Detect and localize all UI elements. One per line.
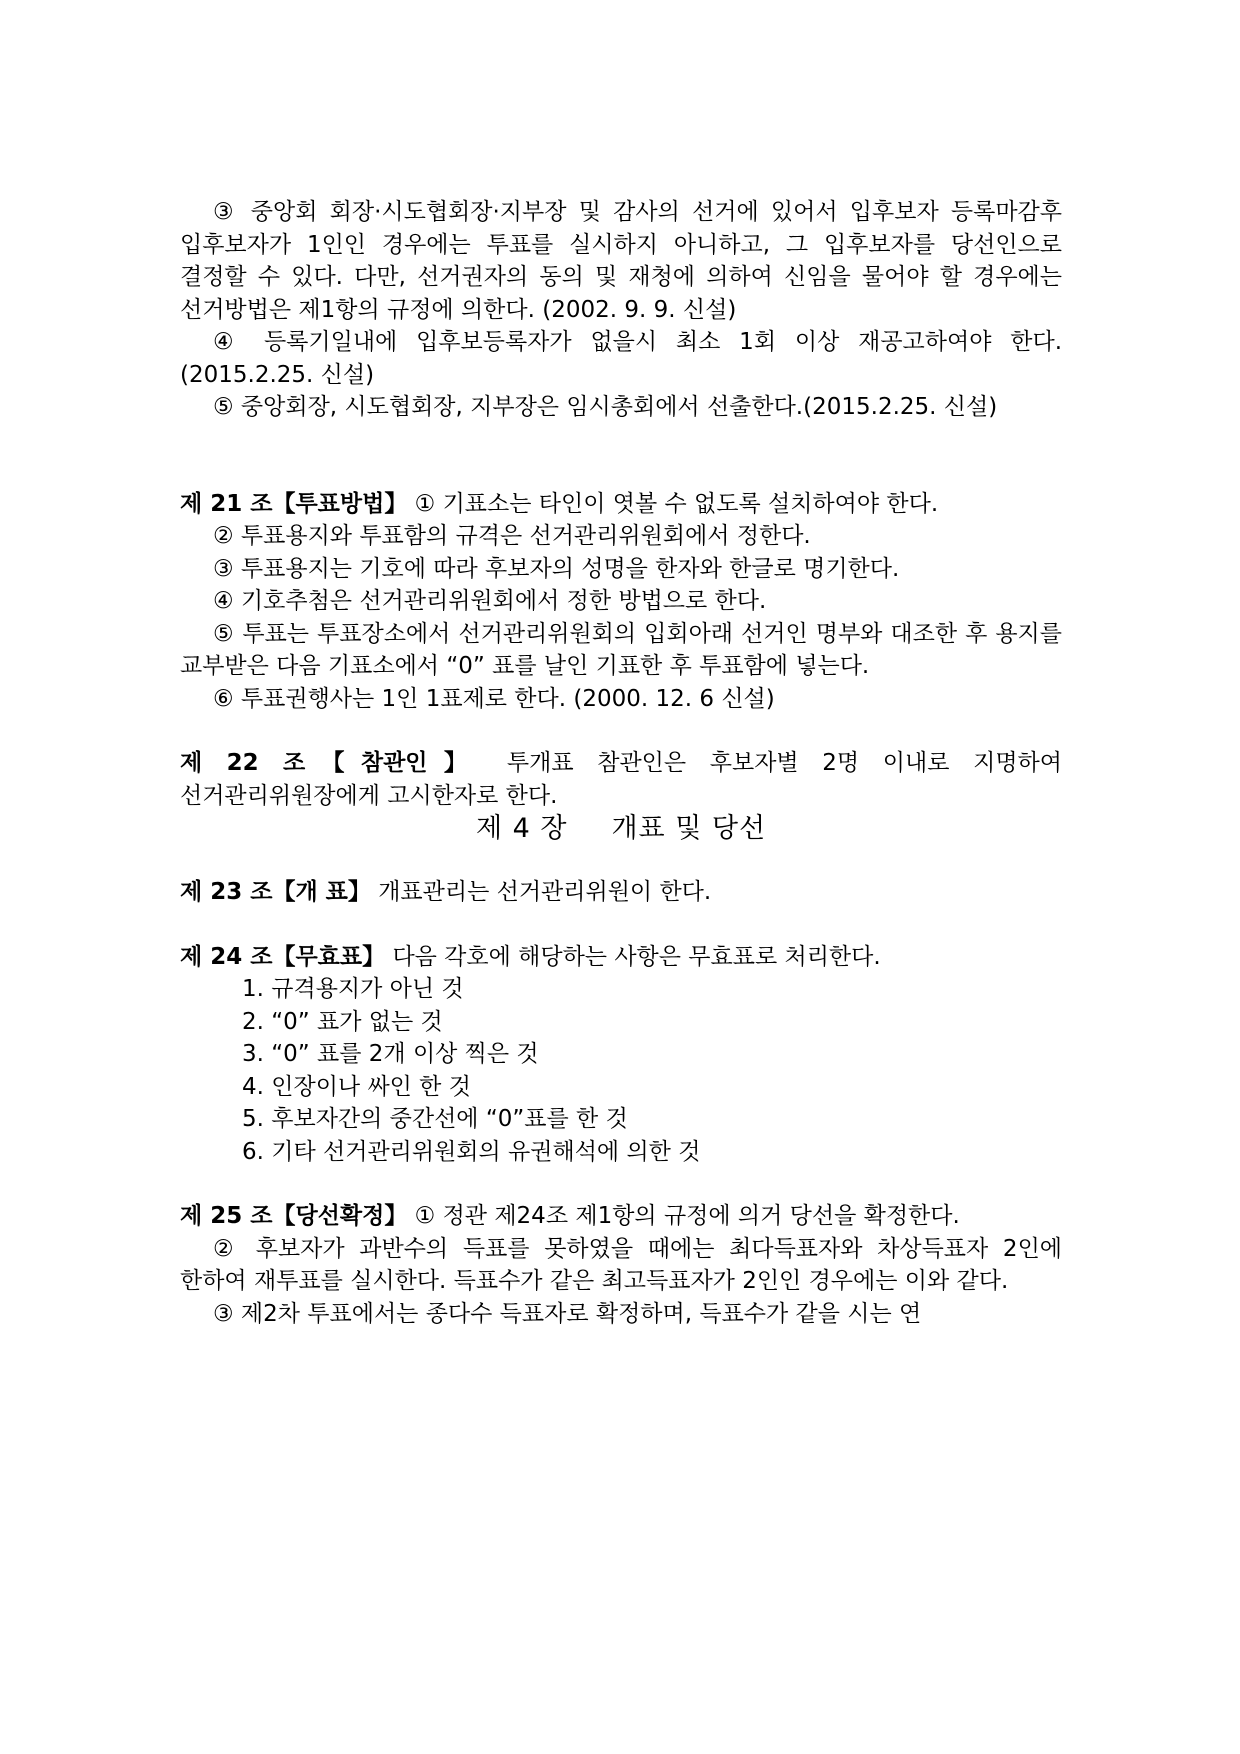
article-22 — [180, 747, 1062, 812]
article-23-body — [180, 876, 1062, 909]
article-22-text: 투개표 참관인은 후보자별 2명 이내로 지명하여 선거관리위원장에게 고시한자로 한다. — [180, 750, 1062, 809]
list-item: 4. 인장이나 싸인 한 것 — [242, 1073, 471, 1100]
article-21-clause-1: ① 기표소는 타인이 엿볼 수 없도록 설치하여야 한다. — [414, 490, 939, 517]
paragraph-clause-3: ③ 중앙회 회장·시도협회장·지부장 및 감사의 선거에 있어서 입후보자 등록마감후 입후보자가 1인인 경우에는 투표를 실시하지 아니하고, 그 입후보자를 당선인으로 결정할 수 있다. 다만, 선거권자의 동의 및 재청에 의하여 신임을 물어야 할 경우에는 선거방법은 제1항의 규정에 의한다. (2002. 9. 9. 신설) — [180, 199, 1062, 323]
article-22-body — [180, 747, 1062, 812]
article-24 — [180, 941, 1062, 1169]
article-21-clause-2: ② 투표용지와 투표함의 규격은 선거관리위원회에서 정한다. — [213, 523, 811, 549]
article-21-clause-5: ⑤ 투표는 투표장소에서 선거관리위원회의 입회아래 선거인 명부와 대조한 후 용지를 교부받은 다음 기표소에서 “0” 표를 날인 기표한 후 투표함에 넣는다. — [180, 620, 1062, 679]
list-item: 6. 기타 선거관리위원회의 유권해석에 의한 것 — [242, 1138, 701, 1165]
article-21-first-line — [180, 488, 1062, 521]
article-24-text: 다음 각호에 해당하는 사항은 무효표로 처리한다. — [392, 943, 881, 970]
article-23 — [180, 876, 1062, 909]
article-25 — [180, 1200, 1062, 1330]
article-24-body — [180, 941, 1062, 974]
list-item: 2. “0” 표가 없는 것 — [242, 1008, 443, 1035]
chapter-title: 개표 및 당선 — [611, 813, 767, 844]
article-21 — [180, 488, 1062, 716]
article-24-heading: 제 24 조【무효표】 — [180, 943, 386, 970]
article-25-heading: 제 25 조【당선확정】 — [180, 1203, 408, 1229]
article-25-clause-3: ③ 제2차 투표에서는 종다수 득표자로 확정하며, 득표수가 같을 시는 연 — [213, 1300, 922, 1327]
article-23-heading: 제 23 조【개 표】 — [180, 879, 371, 905]
list-item: 5. 후보자간의 중간선에 “0”표를 한 것 — [242, 1106, 628, 1132]
article-25-clause-1: ① 정관 제24조 제1항의 규정에 의거 당선을 확정한다. — [414, 1203, 960, 1229]
article-21-clause-6: ⑥ 투표권행사는 1인 1표제로 한다. (2000. 12. 6 신설) — [213, 685, 775, 712]
paragraph-clause-4: ④ 등록기일내에 입후보등록자가 없을시 최소 1회 이상 재공고하여야 한다.(2015.2.25. 신설) — [180, 329, 1062, 388]
article-21-clause-4: ④ 기호추첨은 선거관리위원회에서 정한 방법으로 한다. — [213, 588, 767, 614]
article-22-heading: 제 22 조【참관인】 — [180, 750, 484, 776]
chapter-number: 제 4 장 — [475, 813, 568, 844]
paragraph-clause-5: ⑤ 중앙회장, 시도협회장, 지부장은 임시총회에서 선출한다.(2015.2.25. 신설) — [213, 394, 998, 420]
article-23-text: 개표관리는 선거관리위원이 한다. — [378, 879, 712, 905]
article-25-first-line — [180, 1200, 1062, 1233]
article-21-clause-3: ③ 투표용지는 기호에 따라 후보자의 성명을 한자와 한글로 명기한다. — [213, 555, 900, 582]
chapter-heading — [180, 812, 1062, 846]
document-page — [180, 196, 1062, 1330]
article-25-clause-2: ② 후보자가 과반수의 득표를 못하였을 때에는 최다득표자와 차상득표자 2인에 한하여 재투표를 실시한다. 득표수가 같은 최고득표자가 2인인 경우에는 이와 같다. — [180, 1235, 1062, 1294]
article-21-heading: 제 21 조【투표방법】 — [180, 490, 408, 517]
invalid-ballot-list — [180, 973, 1062, 1168]
list-item: 3. “0” 표를 2개 이상 찍은 것 — [242, 1041, 539, 1067]
list-item: 1. 규격용지가 아닌 것 — [242, 976, 464, 1002]
